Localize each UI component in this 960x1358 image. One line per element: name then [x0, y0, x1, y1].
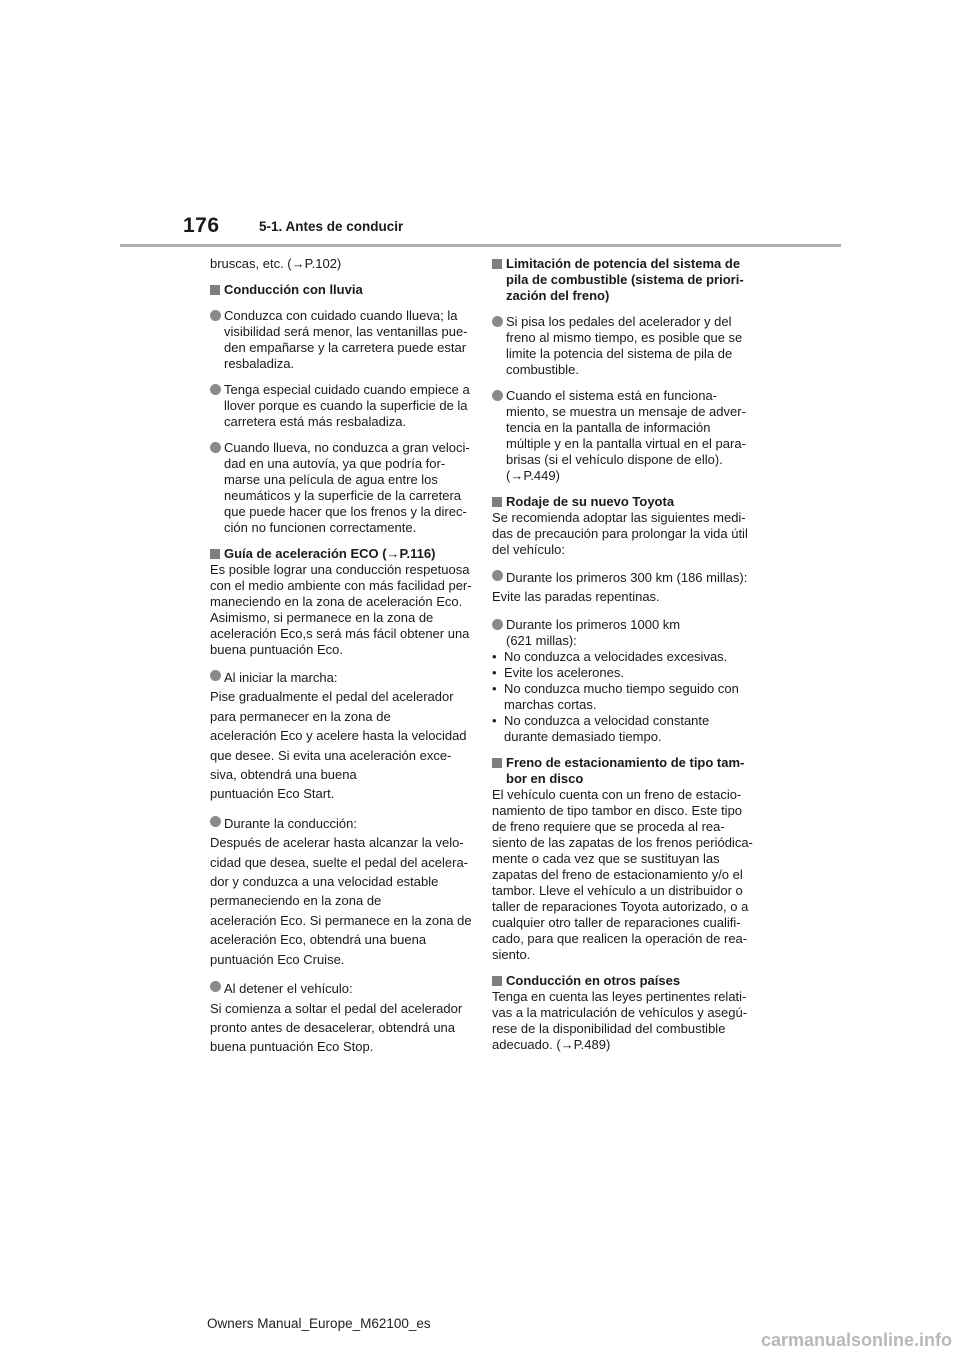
text-line: Se recomienda adoptar las siguientes medi- — [492, 510, 746, 525]
manual-name: Owners Manual_Europe_M62100_es — [207, 1316, 431, 1331]
round-bullet-icon — [492, 390, 503, 401]
text-line: Durante los primeros 300 km (186 millas): — [506, 570, 748, 585]
dot-bullet-icon: • — [492, 680, 497, 696]
round-bullet-icon — [210, 816, 221, 827]
round-bullet-icon — [492, 570, 503, 581]
text-line: siento. — [492, 946, 531, 962]
sub-list-item — [492, 649, 750, 665]
text-line: den empañarse y la carretera puede estar — [224, 340, 467, 355]
text-line: marchas cortas. — [504, 696, 597, 712]
list-item — [210, 308, 466, 372]
text-line: Después de acelerar hasta alcanzar la velo- — [210, 835, 464, 851]
watermark: carmanualsonline.info — [760, 1330, 952, 1350]
text-line: que desee. Si evita una aceleración exce- — [210, 747, 452, 763]
text-line: namiento de tipo tambor en disco. Este tipo — [492, 802, 743, 818]
heading-drum-brake — [492, 755, 750, 787]
text-line: No conduzca mucho tiempo seguido con — [504, 680, 739, 696]
text-line: Evite las paradas repentinas. — [492, 589, 660, 605]
sub-list-item — [492, 665, 750, 681]
text-line: resbaladiza. — [224, 356, 295, 371]
text-line: Asimismo, si permanece en la zona de — [210, 610, 434, 625]
list-item — [492, 617, 750, 745]
text-line: Freno de estacionamiento de tipo tam- — [506, 754, 745, 770]
text-line: Pise gradualmente el pedal del acelerador — [210, 689, 454, 705]
heading-other-countries: Conducción en otros países — [492, 973, 750, 989]
round-bullet-icon — [210, 670, 221, 681]
eco-guide-paragraph — [210, 562, 472, 658]
text-line: No conduzca a velocidades excesivas. — [504, 648, 728, 664]
text-line: Si comienza a soltar el pedal del acelerador — [210, 1000, 463, 1016]
text-line: aceleración Eco, obtendrá una buena — [210, 932, 427, 948]
text-line: (→P.449) — [506, 468, 560, 483]
text-line: Durante la conducción: — [224, 815, 357, 831]
round-bullet-icon — [210, 384, 221, 395]
text-line: Es posible lograr una conducción respetuosa — [210, 562, 470, 577]
text-line: Limitación de potencia del sistema de — [506, 256, 741, 271]
text-line: tambor. Lleve el vehículo a un distribuidor o — [492, 882, 743, 898]
text-line: vas a la matriculación de vehículos y asegú- — [492, 1004, 748, 1020]
text-line: mente o cada vez que se sustituyan las — [492, 850, 720, 866]
text-line: neumáticos y la superficie de la carretera — [224, 488, 462, 503]
text-line: Al detener el vehículo: — [224, 981, 353, 997]
text-line: Al iniciar la marcha: — [224, 670, 338, 685]
text-line: múltiple y en la pantalla virtual en el para- — [506, 436, 746, 451]
text-line: puntuación Eco Cruise. — [210, 951, 345, 967]
text-line: zación del freno) — [506, 288, 610, 303]
text-line: aceleración Eco,s será más fácil obtener una — [210, 626, 470, 641]
text-line: con el medio ambiente con más facilidad per- — [210, 578, 472, 593]
text-line: llover porque es cuando la superficie de la — [224, 398, 468, 413]
text-line: limite la potencia del sistema de pila de — [506, 346, 733, 361]
text-line: tencia en la pantalla de información — [506, 420, 711, 435]
text-line: permaneciendo en la zona de — [210, 893, 382, 909]
list-item — [210, 814, 472, 969]
text-line: pronto antes de desacelerar, obtendrá una — [210, 1019, 456, 1035]
heading-power-limit — [492, 256, 750, 304]
text-line: siento de las zapatas de los frenos periódica- — [492, 834, 753, 850]
heading-rain-driving: Conducción con lluvia — [210, 282, 466, 298]
text-line: El vehículo cuenta con un freno de estacio- — [492, 786, 742, 802]
text-line: Tenga especial cuidado cuando empiece a — [224, 382, 470, 397]
text-line: Durante los primeros 1000 km — [506, 616, 681, 632]
round-bullet-icon — [210, 981, 221, 992]
square-bullet-icon — [210, 549, 220, 559]
text-line: bruscas, etc. (→P.102) — [210, 256, 342, 271]
page-number: 176 — [183, 214, 220, 237]
break-in-paragraph — [492, 510, 750, 558]
text-line: pila de combustible (sistema de priori- — [506, 272, 744, 287]
square-bullet-icon — [492, 259, 502, 269]
drum-brake-paragraph — [492, 786, 753, 963]
text-line: Si pisa los pedales del acelerador y del — [506, 314, 732, 329]
text-line: cidad que desea, suelte el pedal del acelera- — [210, 854, 469, 870]
round-bullet-icon — [210, 310, 221, 321]
list-item — [492, 314, 750, 378]
text-line: rese de la disponibilidad del combustible — [492, 1020, 726, 1036]
square-bullet-icon — [492, 976, 502, 986]
text-line: durante demasiado tiempo. — [504, 728, 662, 744]
text-line: del vehículo: — [492, 542, 565, 557]
continued-paragraph — [210, 256, 466, 272]
dot-bullet-icon: • — [492, 712, 497, 728]
text-line: dad en una autovía, ya que podría for- — [224, 456, 446, 471]
text-line: No conduzca a velocidad constante — [504, 712, 710, 728]
text-line: dor y conduzca a una velocidad estable — [210, 874, 439, 890]
text-line: visibilidad será menor, las ventanillas pue- — [224, 324, 468, 339]
text-line: taller de reparaciones Toyota autorizado, o a — [492, 898, 749, 914]
text-line: bor en disco — [506, 770, 584, 786]
header-divider — [120, 244, 841, 247]
text-line: aceleración Eco. Si permanece en la zona de — [210, 912, 472, 928]
left-column — [210, 256, 472, 1067]
heading-eco-guide: Guía de aceleración ECO (→P.116) — [210, 546, 466, 562]
sub-list-item — [492, 681, 750, 713]
text-line: Evite los acelerones. — [504, 664, 624, 680]
text-line: miento, se muestra un mensaje de adver- — [506, 404, 746, 419]
round-bullet-icon — [492, 619, 503, 630]
square-bullet-icon — [492, 497, 502, 507]
square-bullet-icon — [492, 758, 502, 768]
dot-bullet-icon: • — [492, 648, 497, 664]
text-line: (621 millas): — [506, 632, 577, 648]
text-line: ción no funcionen correctamente. — [224, 520, 417, 535]
dot-bullet-icon: • — [492, 664, 497, 680]
text-line: Tenga en cuenta las leyes pertinentes relati- — [492, 988, 747, 1004]
text-line: carretera está más resbaladiza. — [224, 414, 407, 429]
text-line: freno al mismo tiempo, es posible que se — [506, 330, 743, 345]
text-line: maneciendo en la zona de aceleración Eco. — [210, 594, 463, 609]
other-countries-paragraph — [492, 989, 750, 1053]
page-header — [0, 0, 960, 250]
text-line: Cuando llueva, no conduzca a gran veloci- — [224, 440, 470, 455]
text-line: buena puntuación Eco Stop. — [210, 1039, 374, 1055]
right-column — [492, 256, 753, 1063]
text-line: Cuando el sistema está en funciona- — [506, 388, 718, 403]
section-title: 5-1. Antes de conducir — [259, 219, 404, 234]
list-item — [492, 388, 750, 484]
list-item — [210, 440, 470, 536]
text-line: combustible. — [506, 362, 579, 377]
text-line: puntuación Eco Start. — [210, 786, 335, 802]
text-line: adecuado. (→P.489) — [492, 1036, 611, 1052]
square-bullet-icon — [210, 285, 220, 295]
text-line: brisas (si el vehículo dispone de ello). — [506, 452, 723, 467]
text-line: que puede hacer que los frenos y la direc- — [224, 504, 467, 519]
text-line: buena puntuación Eco. — [210, 642, 343, 657]
list-item — [210, 668, 466, 804]
text-line: de freno requiere que se proceda al rea- — [492, 818, 725, 834]
list-item — [210, 382, 470, 430]
round-bullet-icon — [492, 316, 503, 327]
text-line: cado, para que realicen la operación de rea- — [492, 930, 748, 946]
round-bullet-icon — [210, 442, 221, 453]
text-line: marse una película de agua entre los — [224, 472, 438, 487]
heading-break-in: Rodaje de su nuevo Toyota — [492, 494, 750, 510]
sub-list-item — [492, 713, 750, 745]
list-item — [492, 568, 750, 607]
text-line: cualquier otro taller de reparaciones cualifi- — [492, 914, 741, 930]
text-line: Conduzca con cuidado cuando llueva; la — [224, 308, 458, 323]
text-line: para permanecer en la zona de — [210, 708, 391, 724]
list-item — [210, 979, 466, 1057]
text-line: das de precaución para prolongar la vida útil — [492, 526, 748, 541]
text-line: siva, obtendrá una buena — [210, 767, 357, 783]
text-line: aceleración Eco y acelere hasta la velocidad — [210, 728, 467, 744]
text-line: zapatas del freno de estacionamiento y/o el — [492, 866, 743, 882]
